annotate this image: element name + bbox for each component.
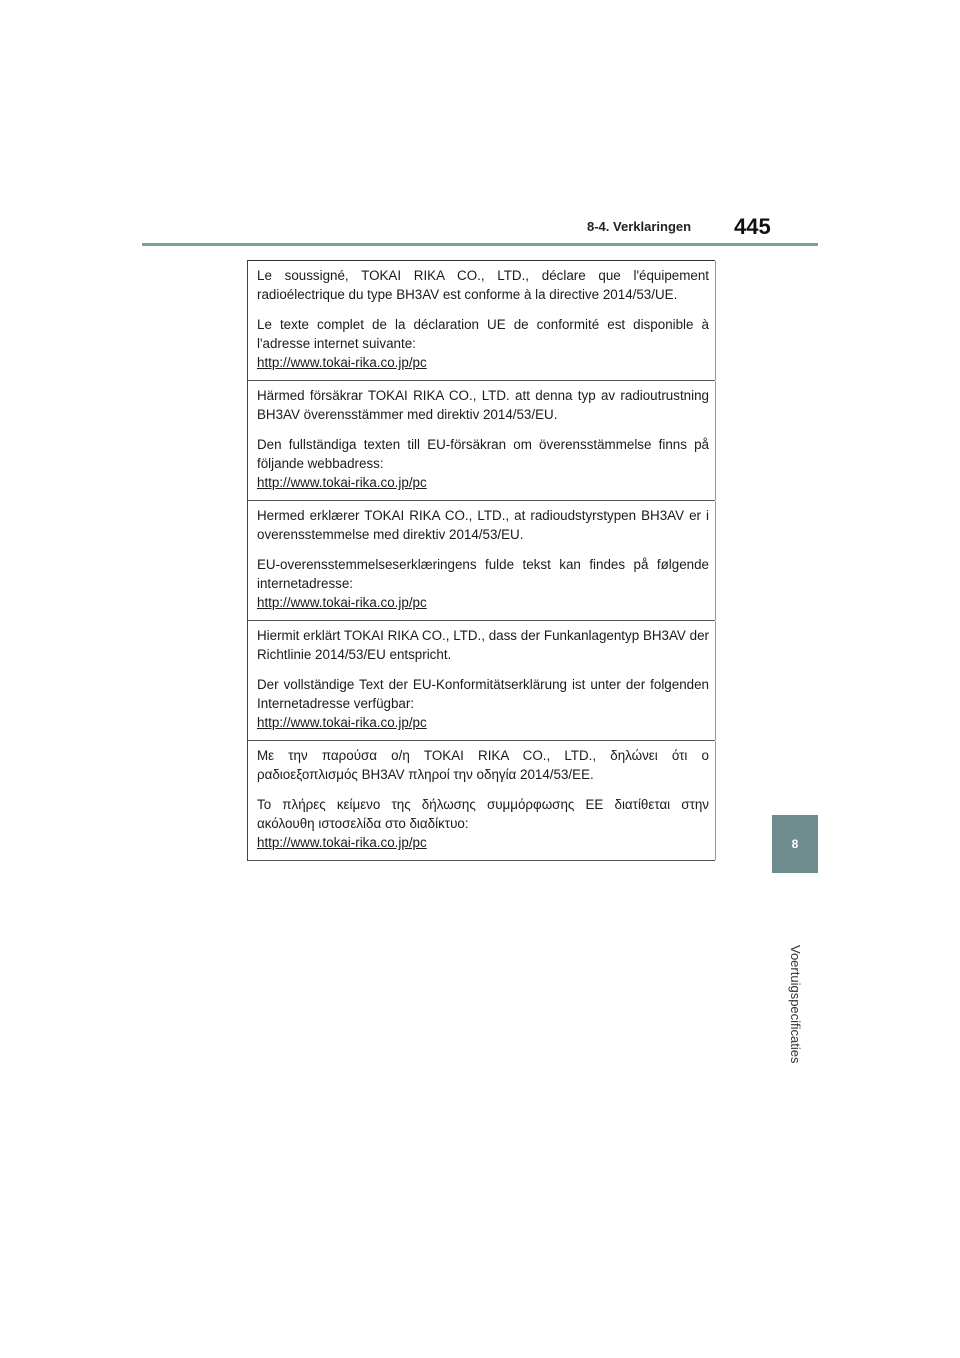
availability-text: Der vollständige Text der EU-Konformitätserklärung ist unter der folgenden Internetadresse verfügbar:: [257, 677, 709, 711]
declaration-statement: Le soussigné, TOKAI RIKA CO., LTD., déclare que l'équipement radioélectrique du type BH3AV est conforme à la directive 2014/53/UE.: [257, 268, 709, 302]
declaration-german: [248, 620, 715, 740]
declarations-panel: [247, 260, 715, 861]
availability-text: EU-overensstemmelseserklæringens fulde tekst kan findes på følgende internetadresse:: [257, 557, 709, 591]
declaration-url[interactable]: http://www.tokai-rika.co.jp/pc: [257, 475, 427, 490]
declaration-statement: Με την παρούσα ο/η TOKAI RIKA CO., LTD., δηλώνει ότι ο ραδιοεξοπλισμός BH3AV πληροί την οδηγία 2014/53/ΕΕ.: [257, 748, 709, 782]
declaration-url[interactable]: http://www.tokai-rika.co.jp/pc: [257, 835, 427, 850]
declaration-statement: Hermed erklærer TOKAI RIKA CO., LTD., at radioudstyrstypen BH3AV er i overensstemmelse med direktiv 2014/53/EU.: [257, 508, 709, 542]
page-number: 445: [734, 214, 771, 239]
declaration-url[interactable]: http://www.tokai-rika.co.jp/pc: [257, 715, 427, 730]
chapter-tab: 8: [772, 815, 818, 873]
declaration-url[interactable]: http://www.tokai-rika.co.jp/pc: [257, 595, 427, 610]
declaration-greek: [248, 740, 715, 861]
availability-text: Le texte complet de la déclaration UE de conformité est disponible à l'adresse internet suivante:: [257, 317, 709, 351]
declaration-availability: [257, 315, 709, 372]
declaration-swedish: [248, 380, 715, 500]
section-title: 8-4. Verklaringen: [587, 219, 692, 234]
declaration-french: [248, 260, 715, 380]
availability-text: Den fullständiga texten till EU-försäkran om överensstämmelse finns på följande webbadress:: [257, 437, 709, 471]
declaration-availability: [257, 795, 709, 852]
chapter-label-text: Voertuigspecificaties: [788, 945, 803, 1064]
declaration-availability: [257, 435, 709, 492]
declaration-statement: Hiermit erklärt TOKAI RIKA CO., LTD., dass der Funkanlagentyp BH3AV der Richtlinie 2014/53/EU entspricht.: [257, 628, 709, 662]
header-rule: [142, 243, 818, 246]
declaration-url[interactable]: http://www.tokai-rika.co.jp/pc: [257, 355, 427, 370]
declaration-availability: [257, 675, 709, 732]
declaration-statement: Härmed försäkrar TOKAI RIKA CO., LTD. att denna typ av radioutrustning BH3AV överensstämmer med direktiv 2014/53/EU.: [257, 388, 709, 422]
declaration-danish: [248, 500, 715, 620]
availability-text: Το πλήρες κείμενο της δήλωσης συμμόρφωσης ΕΕ διατίθεται στην ακόλουθη ιστοσελίδα στο διαδίκτυο:: [257, 797, 709, 831]
declaration-availability: [257, 555, 709, 612]
